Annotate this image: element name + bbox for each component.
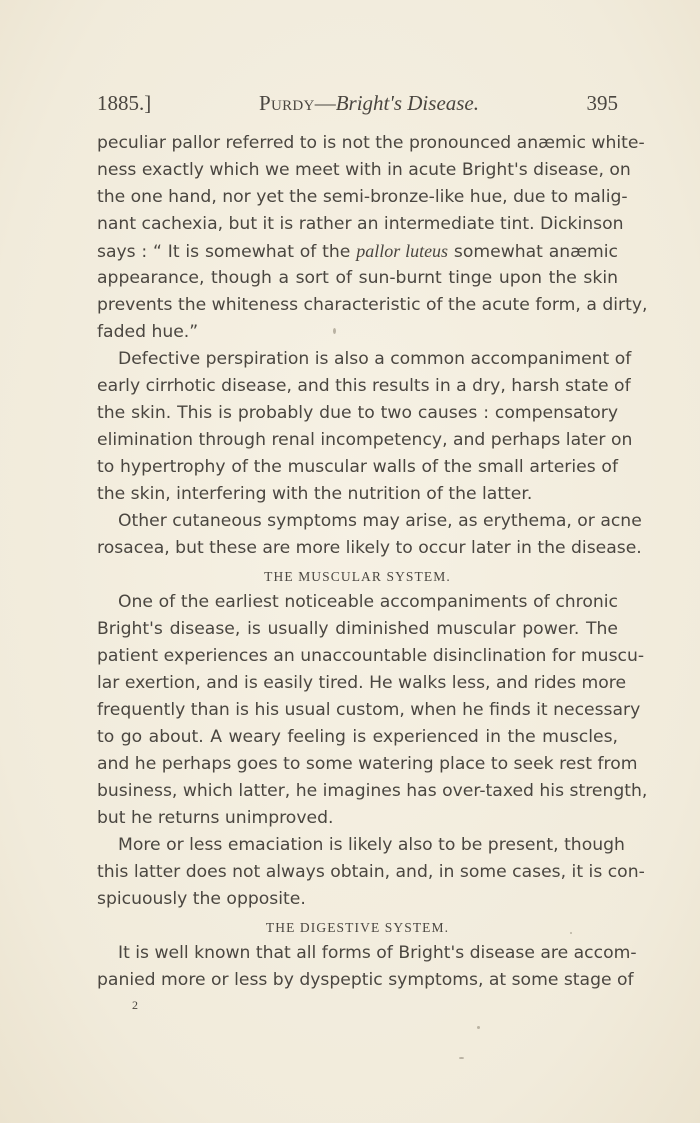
text-line: Bright's disease, is usually diminished muscular power. The [97, 619, 618, 639]
text-line: Other cutaneous symptoms may arise, as erythema, or acne [118, 511, 642, 531]
text-line: rosacea, but these are more likely to occur later in the disease. [97, 538, 642, 558]
text-line: the skin, interfering with the nutrition of the latter. [97, 484, 533, 504]
text-line: the skin. This is probably due to two causes : compensatory [97, 403, 618, 423]
paper-speck [333, 328, 336, 334]
text-line: It is well known that all forms of Bright's disease are accom- [118, 943, 637, 963]
text-line: Defective perspiration is also a common accompaniment of [118, 349, 632, 369]
page-body [97, 130, 648, 994]
header-author: Purdy [259, 91, 315, 115]
text-line: early cirrhotic disease, and this results in a dry, harsh state of [97, 376, 631, 396]
paper-speck [459, 1057, 464, 1059]
text-line: More or less emaciation is likely also to be present, though [118, 835, 625, 855]
text-fragment: somewhat anæmic [453, 242, 619, 262]
text-line: appearance, though a sort of sun-burnt tinge upon the skin [97, 268, 618, 288]
signature-mark: 2 [132, 998, 138, 1012]
paragraph-perspiration [97, 346, 633, 508]
page-number: 395 [586, 91, 618, 115]
text-line: panied more or less by dyspeptic symptoms, at some stage of [97, 970, 634, 990]
latin-term: pallor luteus [356, 241, 449, 261]
header-book-title: Bright's Disease. [335, 91, 480, 115]
text-line: elimination through renal incompetency, and perhaps later on [97, 430, 633, 450]
text-line: lar exertion, and is easily tired. He walks less, and rides more [97, 673, 627, 693]
text-fragment: says : “ It is somewhat of the [97, 242, 351, 262]
paragraph-cutaneous [97, 508, 642, 562]
text-line: spicuously the opposite. [97, 889, 306, 909]
text-line: nant cachexia, but it is rather an intermediate tint. Dickinson [97, 214, 624, 234]
header-title [259, 91, 479, 116]
text-line: to go about. A weary feeling is experienced in the muscles, [97, 727, 618, 747]
paper-speck [570, 932, 572, 934]
paragraph-pallor [97, 130, 648, 346]
text-line: but he returns unimproved. [97, 808, 334, 828]
text-line [97, 238, 618, 265]
section-heading-muscular: THE MUSCULAR SYSTEM. [264, 569, 451, 584]
text-line: ness exactly which we meet with in acute Bright's disease, on [97, 160, 631, 180]
text-line: the one hand, nor yet the semi-bronze-like hue, due to malig- [97, 187, 628, 207]
paper-speck [477, 1026, 480, 1029]
section-heading-digestive: THE DIGESTIVE SYSTEM. [265, 920, 450, 935]
header-dash: — [314, 91, 336, 115]
text-line: One of the earliest noticeable accompaniments of chronic [118, 592, 618, 612]
text-line: faded hue.” [97, 322, 199, 342]
text-line: peculiar pallor referred to is not the pronounced anæmic white- [97, 133, 645, 153]
header-year: 1885.] [97, 91, 152, 115]
paragraph-digestive [97, 940, 637, 994]
paragraph-emaciation [97, 832, 645, 913]
text-line: this latter does not always obtain, and, in some cases, it is con- [97, 862, 645, 882]
text-line: and he perhaps goes to some watering place to seek rest from [97, 754, 638, 774]
text-line: to hypertrophy of the muscular walls of the small arteries of [97, 457, 618, 477]
text-line: business, which latter, he imagines has over-taxed his strength, [97, 781, 648, 801]
running-header [97, 91, 618, 121]
text-line: frequently than is his usual custom, when he finds it necessary [97, 700, 641, 720]
text-line: patient experiences an unaccountable disinclination for muscu- [97, 646, 645, 666]
paragraph-muscular [97, 589, 648, 832]
text-line: prevents the whiteness characteristic of the acute form, a dirty, [97, 295, 648, 315]
